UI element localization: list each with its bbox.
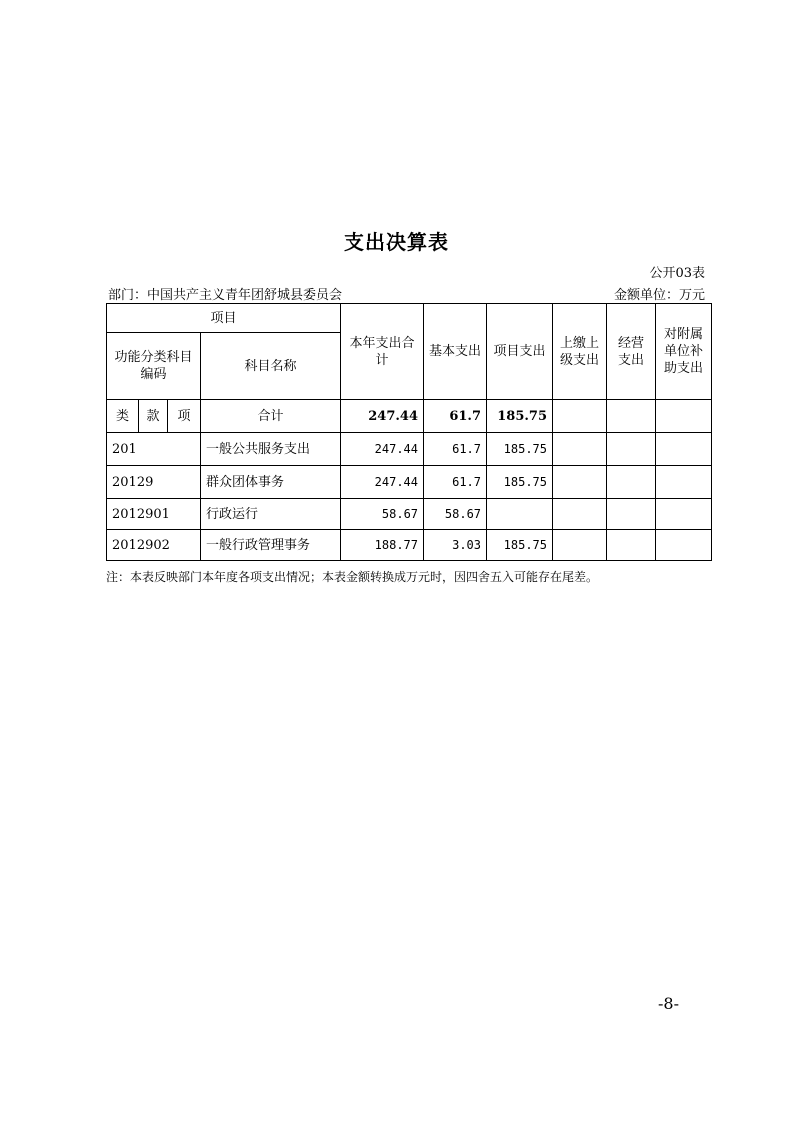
row-basic: 58.67 <box>424 499 487 530</box>
row-name: 一般行政管理事务 <box>201 530 341 561</box>
header-kuan: 款 <box>139 400 168 433</box>
total-business <box>607 400 656 433</box>
header-business: 经营支出 <box>607 304 656 400</box>
row-code: 2012901 <box>107 499 201 530</box>
row-subsidiary <box>656 466 712 499</box>
table-row <box>107 466 712 499</box>
row-subsidiary <box>656 433 712 466</box>
sum-label: 合计 <box>201 400 341 433</box>
row-total: 58.67 <box>341 499 424 530</box>
unit-label: 金额单位：万元 <box>613 288 705 303</box>
form-number: 公开03表 <box>649 266 705 281</box>
footnote: 注：本表反映部门本年度各项支出情况；本表金额转换成万元时，因四舍五入可能存在尾差。 <box>106 570 599 584</box>
page-title: 支出决算表 <box>344 230 449 254</box>
row-business <box>607 499 656 530</box>
row-name: 群众团体事务 <box>201 466 341 499</box>
row-name: 行政运行 <box>201 499 341 530</box>
expenditure-table <box>106 303 712 561</box>
row-upper <box>553 433 607 466</box>
row-subsidiary <box>656 530 712 561</box>
department-label: 部门：中国共产主义青年团舒城县委员会 <box>108 288 343 303</box>
table-row <box>107 499 712 530</box>
row-code: 201 <box>107 433 201 466</box>
row-upper <box>553 466 607 499</box>
header-project: 项目 <box>107 304 341 333</box>
header-basic: 基本支出 <box>424 304 487 400</box>
row-business <box>607 466 656 499</box>
row-code: 20129 <box>107 466 201 499</box>
header-lei: 类 <box>107 400 139 433</box>
row-subsidiary <box>656 499 712 530</box>
row-project: 185.75 <box>487 433 553 466</box>
row-name: 一般公共服务支出 <box>201 433 341 466</box>
header-upper: 上缴上级支出 <box>553 304 607 400</box>
header-xiang: 项 <box>168 400 201 433</box>
total-subsidiary <box>656 400 712 433</box>
total-basic: 61.7 <box>424 400 487 433</box>
row-project: 185.75 <box>487 466 553 499</box>
table-row <box>107 530 712 561</box>
row-upper <box>553 530 607 561</box>
header-project-expense: 项目支出 <box>487 304 553 400</box>
header-func-code: 功能分类科目编码 <box>107 333 201 400</box>
total-row <box>107 400 712 433</box>
total-total: 247.44 <box>341 400 424 433</box>
row-upper <box>553 499 607 530</box>
row-total: 188.77 <box>341 530 424 561</box>
row-total: 247.44 <box>341 466 424 499</box>
row-business <box>607 433 656 466</box>
row-project <box>487 499 553 530</box>
table-row <box>107 433 712 466</box>
row-code: 2012902 <box>107 530 201 561</box>
row-business <box>607 530 656 561</box>
header-subject-name: 科目名称 <box>201 333 341 400</box>
total-project: 185.75 <box>487 400 553 433</box>
header-row-1 <box>107 304 712 333</box>
row-basic: 3.03 <box>424 530 487 561</box>
row-basic: 61.7 <box>424 433 487 466</box>
page-number: -8- <box>658 994 679 1013</box>
row-project: 185.75 <box>487 530 553 561</box>
total-upper <box>553 400 607 433</box>
row-total: 247.44 <box>341 433 424 466</box>
header-total: 本年支出合计 <box>341 304 424 400</box>
row-basic: 61.7 <box>424 466 487 499</box>
header-subsidiary: 对附属单位补助支出 <box>656 304 712 400</box>
